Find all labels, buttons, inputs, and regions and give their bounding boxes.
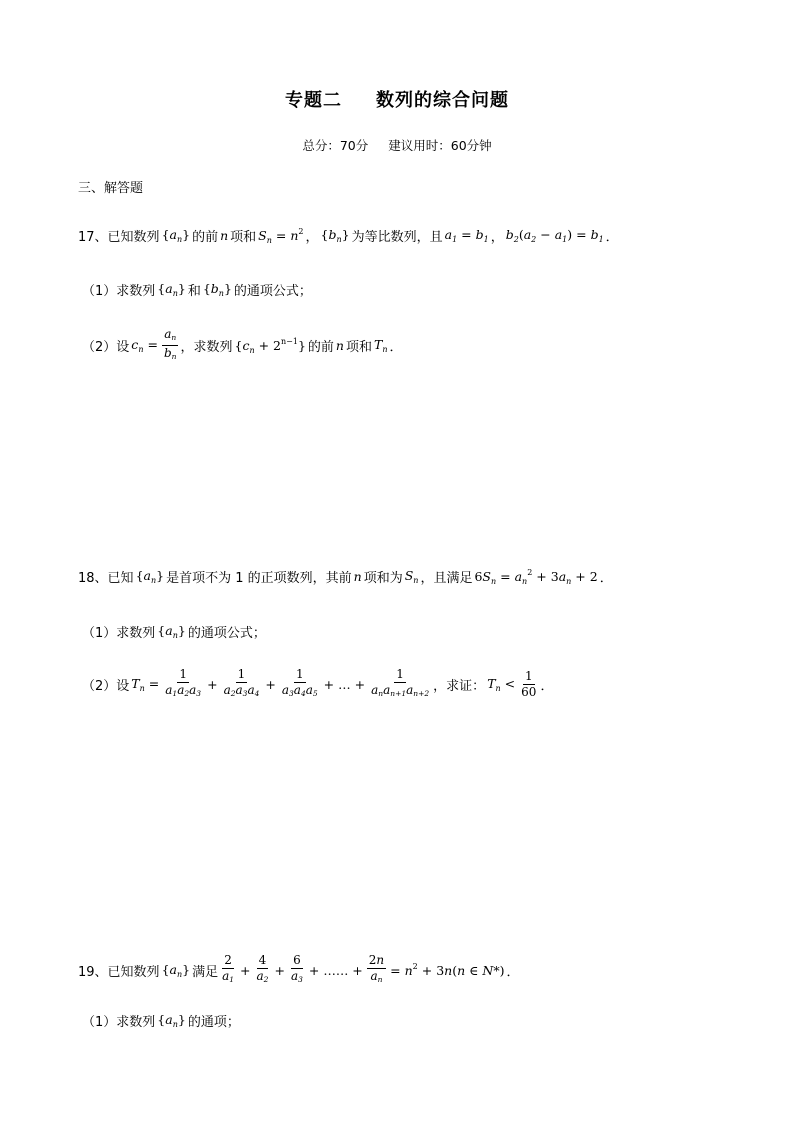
ellipsis-sum: + … + [323, 676, 366, 692]
section-heading: 三、解答题 [78, 181, 144, 196]
math-seq-b: $\{b_n\}$ [202, 281, 232, 298]
q19-part1 [82, 1011, 240, 1030]
math-n: n [353, 569, 362, 584]
plus-sign: + [274, 962, 285, 978]
q18-p2-text: 设 [116, 678, 130, 694]
math-a1-b1: $a_1 = b_1$ [444, 227, 489, 244]
q17-text: 已知数列 [107, 230, 160, 245]
q17-text: 为等比数列，且 [351, 230, 443, 245]
title-topic: 专题二 [285, 90, 342, 111]
page-title [0, 86, 794, 112]
q18-part2 [82, 667, 553, 701]
math-seq-a: $\{a_n\}$ [161, 961, 191, 979]
q17-p2-text: 项和 [345, 340, 372, 355]
q17-p2-text: ，求数列 [180, 340, 233, 355]
math-fraction-term3: $\frac{1}{a_3a_4a_5}$ [281, 667, 318, 698]
q18-p2-text: ． [540, 678, 554, 694]
part-label: （1） [82, 1015, 117, 1030]
part-label: （2） [82, 678, 117, 694]
ellipsis-sum: + …… + [308, 962, 363, 978]
q17-p2-text: 设 [116, 340, 130, 355]
q19-text: 满足 [192, 964, 219, 980]
q17-text: ． [605, 230, 619, 245]
math-seq-a: $\{a_n\}$ [161, 227, 191, 244]
math-fraction-1-60: $\frac{1}{60}$ [521, 668, 537, 699]
q17-number: 17、 [78, 230, 108, 245]
math-b2-eq: $b_2(a_2 - a_1) = b_1$ [505, 227, 604, 244]
math-seq-a: $\{a_n\}$ [135, 568, 165, 585]
math-fraction-6-a3: $\frac{6}{a_3}$ [290, 953, 303, 984]
q18-p2-text: ，求证： [433, 678, 486, 694]
title-subject: 数列的综合问题 [376, 90, 509, 111]
math-tn: $T_n$ [374, 337, 388, 354]
q19-text: ． [506, 964, 520, 980]
math-fraction-2n-an: $\frac{2n}{a_n}$ [368, 953, 385, 984]
question-17 [78, 226, 619, 245]
part-label: （1） [82, 284, 117, 299]
exam-info [0, 136, 794, 154]
total-score: 总分：70分 [302, 138, 369, 153]
q17-p1-text: 的通项公式； [233, 284, 312, 299]
q19-p1-text: 求数列 [116, 1015, 156, 1030]
q17-text: 项和 [230, 230, 257, 245]
q17-p1-text: 和 [187, 284, 201, 299]
q17-p2-text: ． [389, 340, 403, 355]
math-fraction-term1: $\frac{1}{a_1a_2a_3}$ [165, 667, 202, 698]
q18-p1-text: 的通项公式； [187, 626, 266, 641]
math-seq-a: $\{a_n\}$ [157, 623, 186, 640]
math-fraction-an-bn: $\frac{a_n}{b_n}$ [163, 327, 177, 361]
q19-number: 19、 [78, 964, 108, 980]
question-19 [78, 953, 519, 987]
math-n: n [335, 338, 344, 353]
q19-p1-text: 的通项； [187, 1015, 240, 1030]
math-fraction-2-a1: $\frac{2}{a_1}$ [222, 953, 235, 984]
plus-sign: + [265, 676, 276, 692]
math-fraction-4-a2: $\frac{4}{a_2}$ [256, 953, 269, 984]
q18-text: ． [599, 571, 613, 586]
part-label: （2） [82, 340, 117, 355]
q18-text: 是首项不为 1 的正项数列，其前 [166, 571, 352, 586]
q18-part1 [82, 622, 266, 641]
q18-text: ，且满足 [420, 571, 473, 586]
q18-number: 18、 [78, 571, 108, 586]
math-tn-lt: $T_n$ < [487, 675, 516, 693]
q17-text: 的前 [192, 230, 219, 245]
q18-p1-text: 求数列 [116, 626, 156, 641]
q17-part2 [82, 327, 403, 364]
math-n: n [220, 228, 229, 243]
math-sn: $S_n$ [404, 568, 419, 585]
question-18 [78, 567, 613, 586]
math-fraction-term2: $\frac{1}{a_2a_3a_4}$ [223, 667, 260, 698]
math-seq-c: $\{c_n + 2^{n-1}\}$ [234, 336, 306, 355]
q17-text: ， [305, 230, 319, 245]
q18-text: 已知 [107, 571, 134, 586]
math-seq-a: $\{a_n\}$ [157, 1012, 186, 1029]
q17-p2-text: 的前 [307, 340, 334, 355]
plus-sign: + [240, 962, 251, 978]
math-seq-b: $\{b_n\}$ [320, 227, 350, 244]
q17-part1 [82, 280, 312, 299]
math-cn: $c_n$ = [131, 337, 158, 354]
plus-sign: + [207, 676, 218, 692]
part-label: （1） [82, 626, 117, 641]
suggested-time: 建议用时：60分钟 [388, 138, 492, 153]
math-sn-eq: $S_n = n^2$ [258, 226, 304, 245]
q17-p1-text: 求数列 [116, 284, 156, 299]
q18-text: 项和为 [363, 571, 403, 586]
math-seq-a: $\{a_n\}$ [157, 281, 186, 298]
math-tn: $T_n$ = [131, 675, 160, 693]
math-fraction-termn: $\frac{1}{a_na_{n+1}a_{n+2}}$ [371, 667, 430, 698]
math-6sn-eq: $6S_n = a_n^2 + 3a_n + 2$ [474, 567, 598, 586]
math-rhs: = $n^2 + 3n(n$ ∈ N*) [390, 962, 505, 978]
q19-text: 已知数列 [107, 964, 160, 980]
q17-text: ， [490, 230, 504, 245]
